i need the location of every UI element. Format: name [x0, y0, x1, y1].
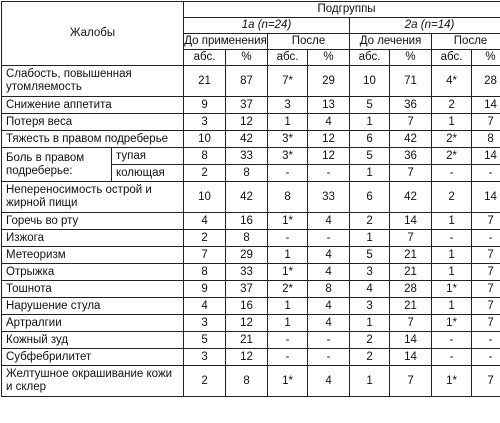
value-cell: 37	[226, 281, 268, 298]
pct-header: %	[226, 50, 268, 66]
value-cell: 28	[472, 66, 500, 97]
after-g1-header: После	[268, 34, 350, 50]
complaint-label: Снижение аппетита	[2, 97, 184, 114]
value-cell: 16	[226, 298, 268, 315]
value-cell: 12	[226, 315, 268, 332]
value-cell: 29	[226, 247, 268, 264]
before-g1-header: До применения	[184, 34, 268, 50]
value-cell: 8	[226, 230, 268, 247]
value-cell: 12	[308, 131, 350, 148]
value-cell: 7	[472, 213, 500, 230]
value-cell: 8	[184, 148, 226, 165]
value-cell: 3	[350, 298, 390, 315]
complaints-header: Жалобы	[2, 2, 184, 66]
value-cell: 5	[350, 97, 390, 114]
value-cell: 8	[268, 182, 308, 213]
value-cell: 8	[226, 366, 268, 397]
value-cell: 1*	[432, 281, 472, 298]
table-row	[2, 332, 500, 349]
value-cell: 14	[472, 182, 500, 213]
value-cell: -	[308, 230, 350, 247]
complaint-label: Нарушение стула	[2, 298, 184, 315]
value-cell: 12	[226, 114, 268, 131]
value-cell: 7	[472, 315, 500, 332]
value-cell: -	[308, 165, 350, 182]
table-row	[2, 281, 500, 298]
value-cell: 4	[350, 281, 390, 298]
value-cell: 5	[184, 332, 226, 349]
group1-header	[184, 18, 350, 34]
pct-header: %	[308, 50, 350, 66]
value-cell: 4	[308, 114, 350, 131]
value-cell: 1*	[268, 366, 308, 397]
table-row	[2, 213, 500, 230]
value-cell: 3	[184, 114, 226, 131]
value-cell: 3	[268, 97, 308, 114]
value-cell: 8	[472, 131, 500, 148]
table-row	[2, 230, 500, 247]
group1-label: 1а (n=24)	[242, 19, 292, 31]
complaint-label: Метеоризм	[2, 247, 184, 264]
abs-header: абс.	[184, 50, 226, 66]
value-cell: 4	[308, 366, 350, 397]
value-cell: 14	[472, 97, 500, 114]
value-cell: 1*	[432, 315, 472, 332]
value-cell: -	[268, 165, 308, 182]
after-g2-header: После	[432, 34, 500, 50]
pct-header: %	[472, 50, 500, 66]
complaint-label: Желтушное окрашивание кожи и склер	[2, 366, 184, 397]
value-cell: -	[308, 349, 350, 366]
value-cell: 7	[390, 114, 432, 131]
value-cell: 13	[308, 97, 350, 114]
abs-header: абс.	[268, 50, 308, 66]
table-row	[2, 366, 500, 397]
value-cell: 21	[390, 298, 432, 315]
subgroups-header: Подгруппы	[184, 2, 500, 18]
value-cell: 7	[472, 366, 500, 397]
value-cell: 1	[350, 230, 390, 247]
complaint-label: Изжога	[2, 230, 184, 247]
value-cell: 4	[308, 298, 350, 315]
value-cell: 1*	[432, 366, 472, 397]
complaints-table	[1, 1, 500, 397]
value-cell: -	[472, 230, 500, 247]
value-cell: 1	[432, 247, 472, 264]
table-row	[2, 114, 500, 131]
value-cell: 10	[350, 66, 390, 97]
value-cell: -	[268, 349, 308, 366]
value-cell: 5	[350, 148, 390, 165]
value-cell: 1	[350, 315, 390, 332]
value-cell: 3	[184, 349, 226, 366]
table-row	[2, 264, 500, 281]
value-cell: 2	[184, 366, 226, 397]
table-row	[2, 315, 500, 332]
value-cell: 33	[226, 264, 268, 281]
value-cell: 33	[308, 182, 350, 213]
value-cell: 28	[390, 281, 432, 298]
abs-header: абс.	[350, 50, 390, 66]
table-row	[2, 247, 500, 264]
value-cell: 37	[226, 97, 268, 114]
value-cell: 7	[390, 230, 432, 247]
value-cell: -	[432, 332, 472, 349]
value-cell: 7	[472, 114, 500, 131]
value-cell: 12	[308, 148, 350, 165]
table-row	[2, 182, 500, 213]
value-cell: 7	[390, 366, 432, 397]
value-cell: 8	[226, 165, 268, 182]
value-cell: 42	[226, 131, 268, 148]
value-cell: 12	[226, 349, 268, 366]
before-g2-header: До лечения	[350, 34, 432, 50]
table-row	[2, 97, 500, 114]
value-cell: 10	[184, 182, 226, 213]
value-cell: 5	[350, 247, 390, 264]
value-cell: 2	[350, 332, 390, 349]
value-cell: 1*	[268, 213, 308, 230]
value-cell: 4	[308, 213, 350, 230]
value-cell: 1	[350, 366, 390, 397]
value-cell: 4	[184, 298, 226, 315]
value-cell: 2	[432, 182, 472, 213]
value-cell: 8	[184, 264, 226, 281]
value-cell: -	[268, 230, 308, 247]
value-cell: 36	[390, 97, 432, 114]
value-cell: 16	[226, 213, 268, 230]
pct-header: %	[390, 50, 432, 66]
value-cell: -	[432, 349, 472, 366]
complaint-label: Тошнота	[2, 281, 184, 298]
value-cell: 6	[350, 131, 390, 148]
value-cell: -	[472, 332, 500, 349]
value-cell: 3*	[268, 148, 308, 165]
value-cell: 1	[432, 213, 472, 230]
value-cell: 21	[390, 247, 432, 264]
value-cell: 42	[226, 182, 268, 213]
value-cell: 42	[390, 131, 432, 148]
complaint-label: Боль в правом подреберье:	[2, 148, 112, 182]
value-cell: -	[472, 165, 500, 182]
complaint-sublabel: тупая	[112, 148, 184, 165]
value-cell: 10	[184, 131, 226, 148]
group2-header	[350, 18, 500, 34]
complaint-label: Непереносимость острой и жирной пищи	[2, 182, 184, 213]
value-cell: 7	[390, 315, 432, 332]
value-cell: 36	[390, 148, 432, 165]
table-row	[2, 131, 500, 148]
value-cell: 33	[226, 148, 268, 165]
value-cell: -	[268, 332, 308, 349]
table-row	[2, 349, 500, 366]
value-cell: 4*	[432, 66, 472, 97]
value-cell: 87	[226, 66, 268, 97]
value-cell: 3	[350, 264, 390, 281]
value-cell: -	[308, 332, 350, 349]
value-cell: 42	[390, 182, 432, 213]
table-row	[2, 298, 500, 315]
value-cell: 7	[472, 264, 500, 281]
table-row	[2, 66, 500, 97]
value-cell: 2	[350, 213, 390, 230]
complaint-label: Кожный зуд	[2, 332, 184, 349]
value-cell: -	[432, 230, 472, 247]
value-cell: 6	[350, 182, 390, 213]
complaint-label: Потеря веса	[2, 114, 184, 131]
value-cell: 1	[268, 247, 308, 264]
value-cell: 2*	[432, 148, 472, 165]
value-cell: 14	[390, 213, 432, 230]
value-cell: 2	[350, 349, 390, 366]
abs-header: абс.	[432, 50, 472, 66]
value-cell: 2	[432, 97, 472, 114]
value-cell: -	[472, 349, 500, 366]
value-cell: -	[432, 165, 472, 182]
value-cell: 1	[268, 315, 308, 332]
complaint-label: Артралгии	[2, 315, 184, 332]
value-cell: 1	[350, 114, 390, 131]
value-cell: 21	[226, 332, 268, 349]
value-cell: 1	[432, 298, 472, 315]
value-cell: 9	[184, 97, 226, 114]
value-cell: 14	[390, 332, 432, 349]
value-cell: 71	[390, 66, 432, 97]
complaint-label: Субфебрилитет	[2, 349, 184, 366]
value-cell: 7	[472, 281, 500, 298]
value-cell: 1	[268, 114, 308, 131]
value-cell: 4	[308, 264, 350, 281]
value-cell: 1	[432, 264, 472, 281]
value-cell: 1	[432, 114, 472, 131]
value-cell: 14	[472, 148, 500, 165]
value-cell: 7	[472, 298, 500, 315]
value-cell: 7*	[268, 66, 308, 97]
complaint-label: Слабость, повышенная утомляемость	[2, 66, 184, 97]
complaint-label: Горечь во рту	[2, 213, 184, 230]
value-cell: 8	[308, 281, 350, 298]
value-cell: 4	[184, 213, 226, 230]
value-cell: 14	[390, 349, 432, 366]
value-cell: 2*	[268, 281, 308, 298]
complaint-label: Тяжесть в правом подреберье	[2, 131, 184, 148]
value-cell: 21	[390, 264, 432, 281]
complaint-sublabel: колющая	[112, 165, 184, 182]
value-cell: 1	[350, 165, 390, 182]
value-cell: 1	[268, 298, 308, 315]
table-row	[2, 148, 500, 165]
value-cell: 3	[184, 315, 226, 332]
value-cell: 29	[308, 66, 350, 97]
value-cell: 1*	[268, 264, 308, 281]
complaint-label: Отрыжка	[2, 264, 184, 281]
value-cell: 7	[184, 247, 226, 264]
value-cell: 4	[308, 315, 350, 332]
value-cell: 2	[184, 230, 226, 247]
group2-label: 2а (n=14)	[405, 19, 455, 31]
value-cell: 4	[308, 247, 350, 264]
value-cell: 2	[184, 165, 226, 182]
value-cell: 3*	[268, 131, 308, 148]
value-cell: 2*	[432, 131, 472, 148]
value-cell: 9	[184, 281, 226, 298]
value-cell: 7	[390, 165, 432, 182]
value-cell: 21	[184, 66, 226, 97]
value-cell: 7	[472, 247, 500, 264]
